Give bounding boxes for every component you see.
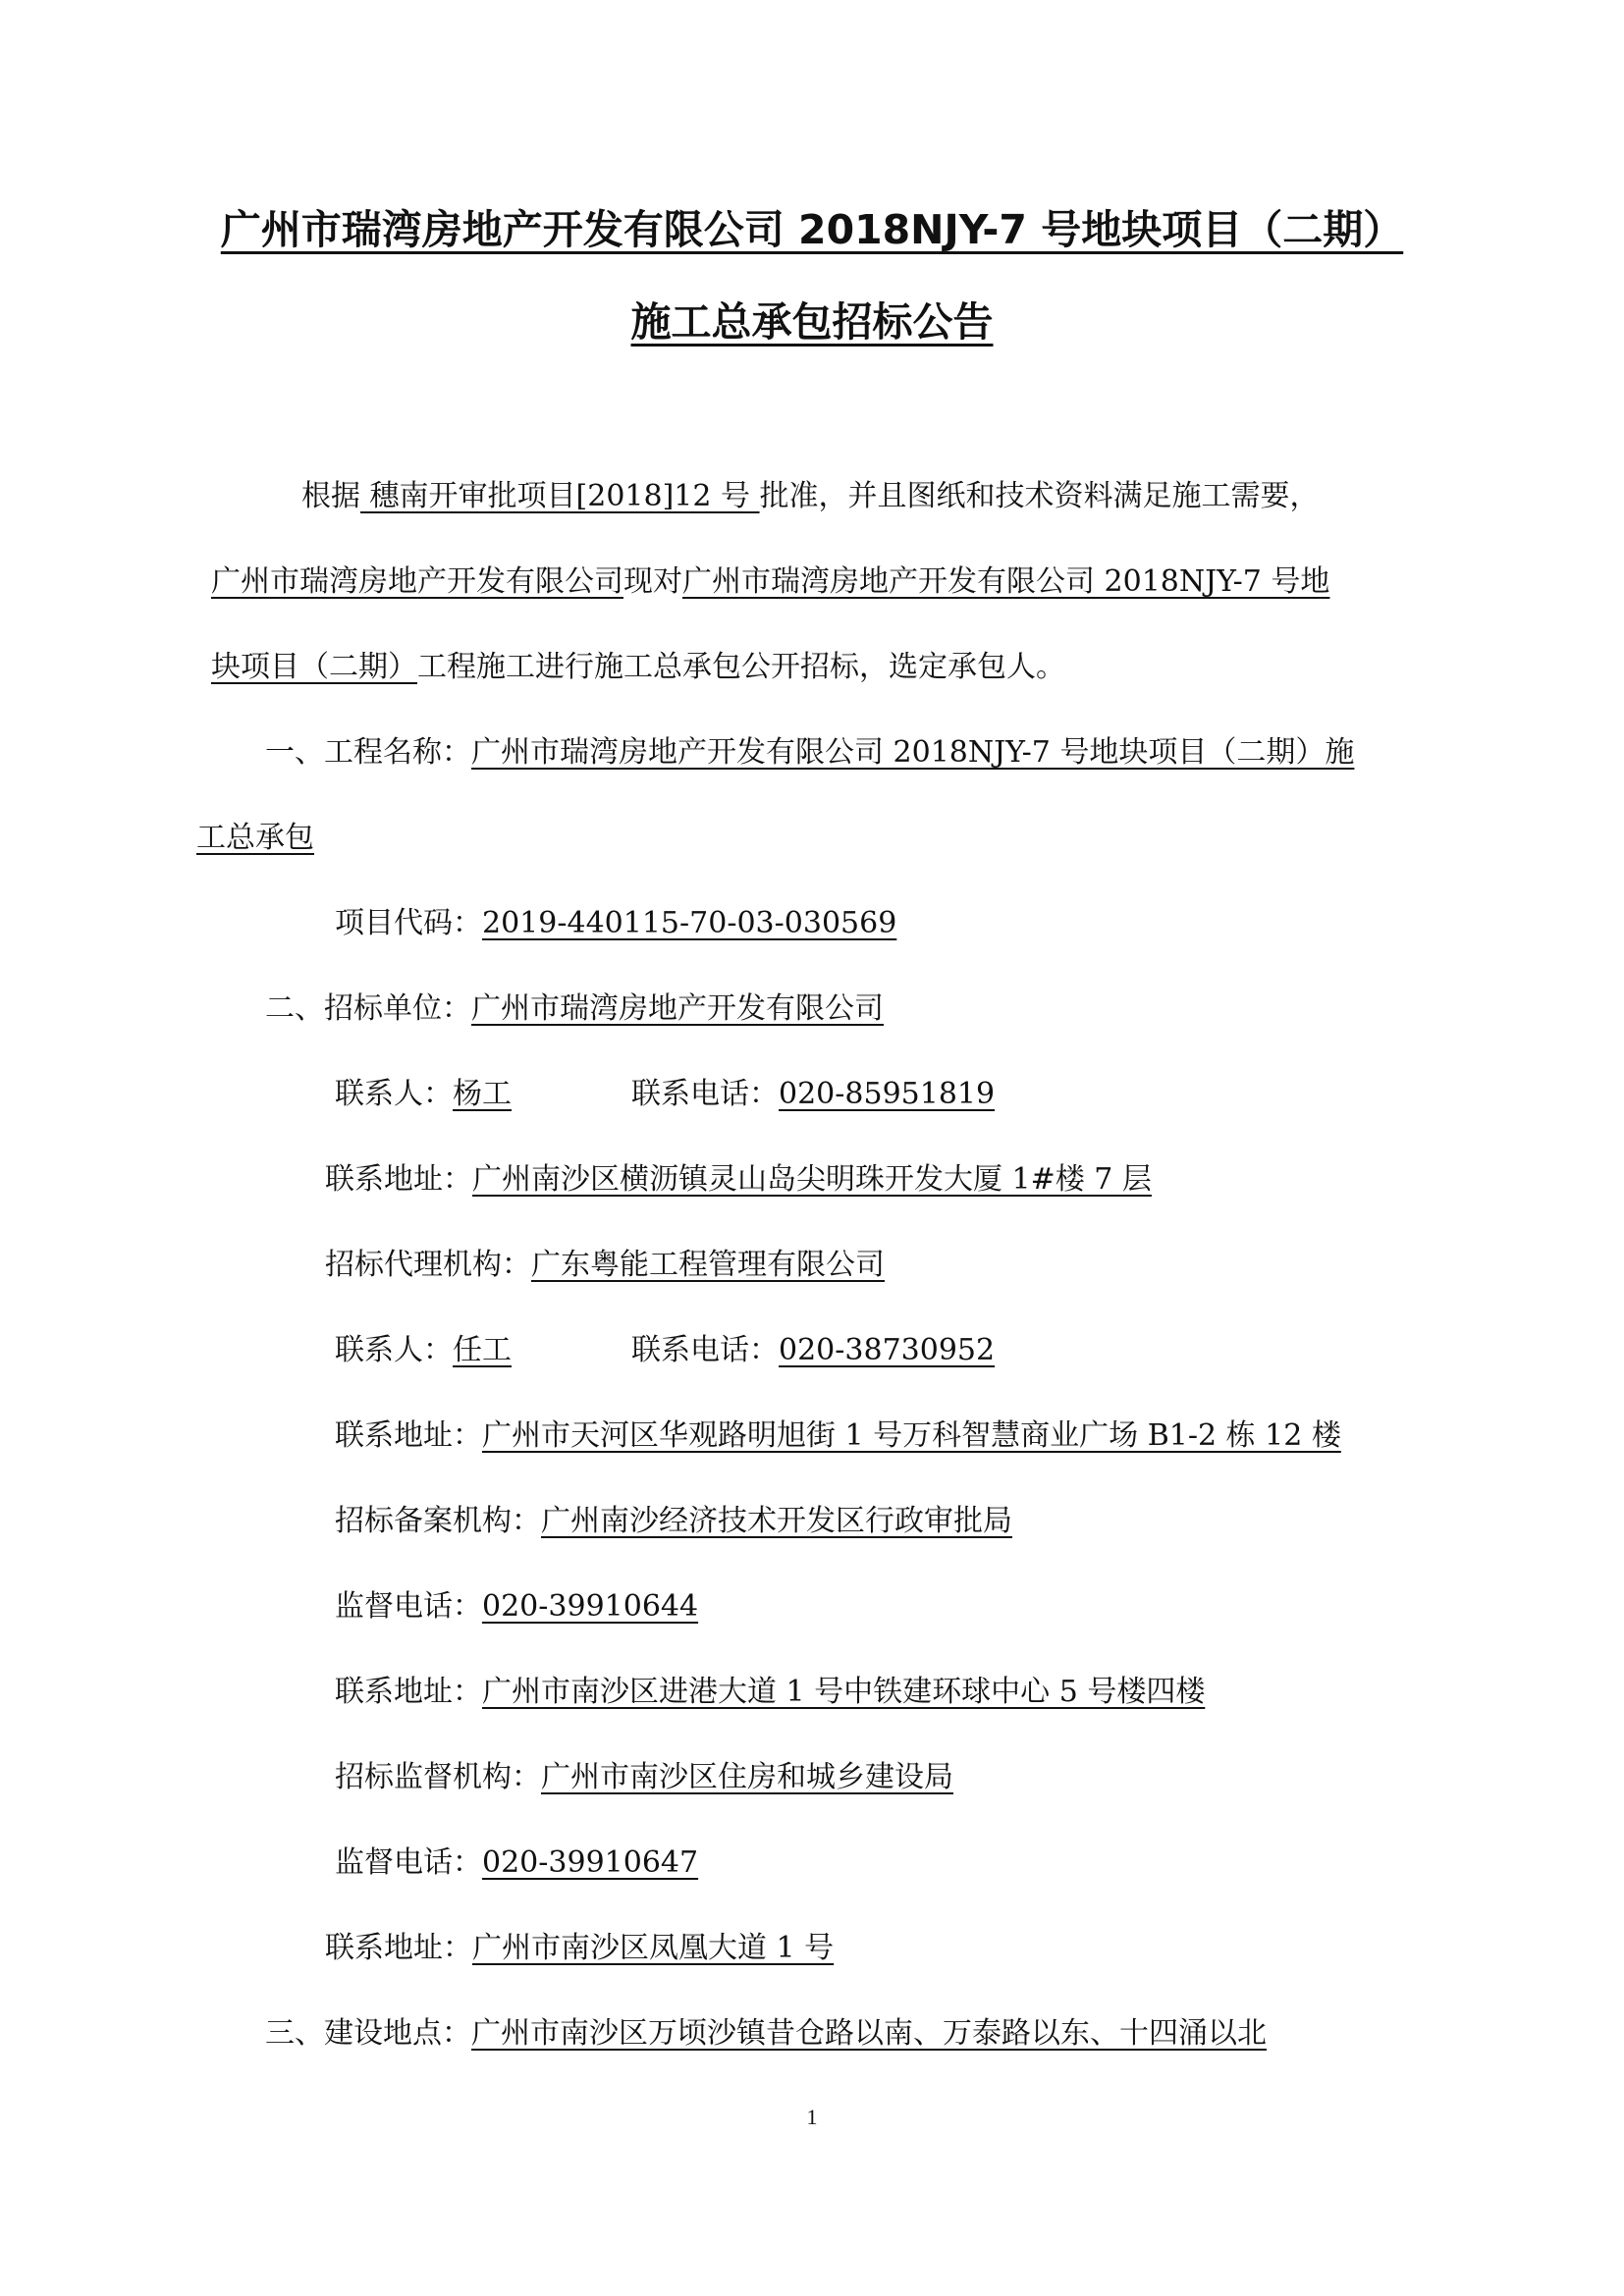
project-code-line: [335, 904, 896, 943]
agent-contact-line: [335, 1331, 512, 1370]
agent-value: 广东粤能工程管理有限公司: [531, 1248, 885, 1282]
project-code-label: 项目代码：: [335, 906, 482, 940]
supervise-agency-label: 招标监督机构：: [335, 1760, 541, 1794]
supervise-phone-label: 监督电话：: [335, 1845, 482, 1880]
title-text-2: 施工总承包招标公告: [630, 298, 994, 346]
section-1-value: 广州市瑞湾房地产开发有限公司 2018NJY-7 号地块项目（二期）施: [471, 735, 1355, 770]
intro-text: 根据: [301, 479, 360, 513]
record-phone-value: 020-39910644: [482, 1589, 699, 1624]
agent-address-label: 联系地址：: [335, 1418, 482, 1453]
agent-phone-line: [631, 1331, 995, 1370]
section-1-value-cont: 工总承包: [196, 821, 314, 855]
agent-phone-label: 联系电话：: [631, 1333, 779, 1367]
phone-label: 联系电话：: [631, 1077, 779, 1111]
agent-line: [325, 1246, 885, 1285]
address-value: 广州南沙区横沥镇灵山岛尖明珠开发大厦 1#楼 7 层: [472, 1162, 1152, 1197]
contact-label: 联系人：: [335, 1077, 453, 1111]
section-1-heading: [265, 733, 1354, 773]
record-agency-line: [335, 1502, 1012, 1541]
tenderer-address-line: [325, 1160, 1152, 1200]
contact-value: 杨工: [453, 1077, 512, 1111]
record-phone-label: 监督电话：: [335, 1589, 482, 1624]
section-1-heading-cont: [196, 819, 314, 858]
intro-text: 批准，并且图纸和技术资料满足施工需要，: [759, 479, 1320, 513]
section-1-label: 一、工程名称：: [265, 735, 471, 770]
intro-line-3: [211, 648, 1065, 687]
page-number: 1: [806, 2105, 818, 2129]
supervise-address-line: [325, 1929, 834, 1968]
agent-label: 招标代理机构：: [325, 1248, 531, 1282]
tenderer-contact-line: [335, 1075, 512, 1114]
intro-text: 工程施工进行施工总承包公开招标，选定承包人。: [417, 650, 1065, 684]
document-title-line-1: [0, 203, 1624, 256]
section-3-label: 三、建设地点：: [265, 2016, 471, 2051]
record-agency-value: 广州南沙经济技术开发区行政审批局: [541, 1504, 1012, 1538]
project-code-value: 2019-440115-70-03-030569: [482, 906, 897, 940]
supervise-phone-line: [335, 1843, 698, 1883]
tenderer-phone-line: [631, 1075, 995, 1114]
section-2-label: 二、招标单位：: [265, 991, 471, 1026]
record-agency-label: 招标备案机构：: [335, 1504, 541, 1538]
supervise-address-label: 联系地址：: [325, 1931, 472, 1965]
project-name: 广州市瑞湾房地产开发有限公司 2018NJY-7 号地: [682, 564, 1330, 599]
intro-line-1: [301, 477, 1320, 516]
supervise-agency-value: 广州市南沙区住房和城乡建设局: [541, 1760, 953, 1794]
title-text-1: 广州市瑞湾房地产开发有限公司 2018NJY-7 号地块项目（二期）: [220, 206, 1404, 253]
record-phone-line: [335, 1587, 698, 1627]
section-3-heading: [265, 2014, 1267, 2054]
agent-address-line: [335, 1416, 1341, 1456]
document-title-line-2: [0, 295, 1624, 348]
supervise-agency-line: [335, 1758, 953, 1797]
tenderer-name: 广州市瑞湾房地产开发有限公司: [211, 564, 623, 599]
section-2-heading: [265, 989, 884, 1029]
phone-value: 020-85951819: [779, 1077, 996, 1111]
section-2-value: 广州市瑞湾房地产开发有限公司: [471, 991, 884, 1026]
approval-number: 穗南开审批项目[2018]12 号: [360, 479, 760, 513]
agent-contact-label: 联系人：: [335, 1333, 453, 1367]
intro-text: 现对: [623, 564, 682, 599]
record-address-label: 联系地址：: [335, 1675, 482, 1709]
supervise-phone-value: 020-39910647: [482, 1845, 699, 1880]
record-address-line: [335, 1673, 1205, 1712]
agent-address-value: 广州市天河区华观路明旭街 1 号万科智慧商业广场 B1-2 栋 12 楼: [482, 1418, 1341, 1453]
agent-contact-value: 任工: [453, 1333, 512, 1367]
section-3-value: 广州市南沙区万顷沙镇昔仓路以南、万泰路以东、十四涌以北: [471, 2016, 1267, 2051]
address-label: 联系地址：: [325, 1162, 472, 1197]
record-address-value: 广州市南沙区进港大道 1 号中铁建环球中心 5 号楼四楼: [482, 1675, 1206, 1709]
project-name-cont: 块项目（二期）: [211, 650, 417, 684]
supervise-address-value: 广州市南沙区凤凰大道 1 号: [472, 1931, 835, 1965]
intro-line-2: [211, 562, 1329, 602]
agent-phone-value: 020-38730952: [779, 1333, 996, 1367]
